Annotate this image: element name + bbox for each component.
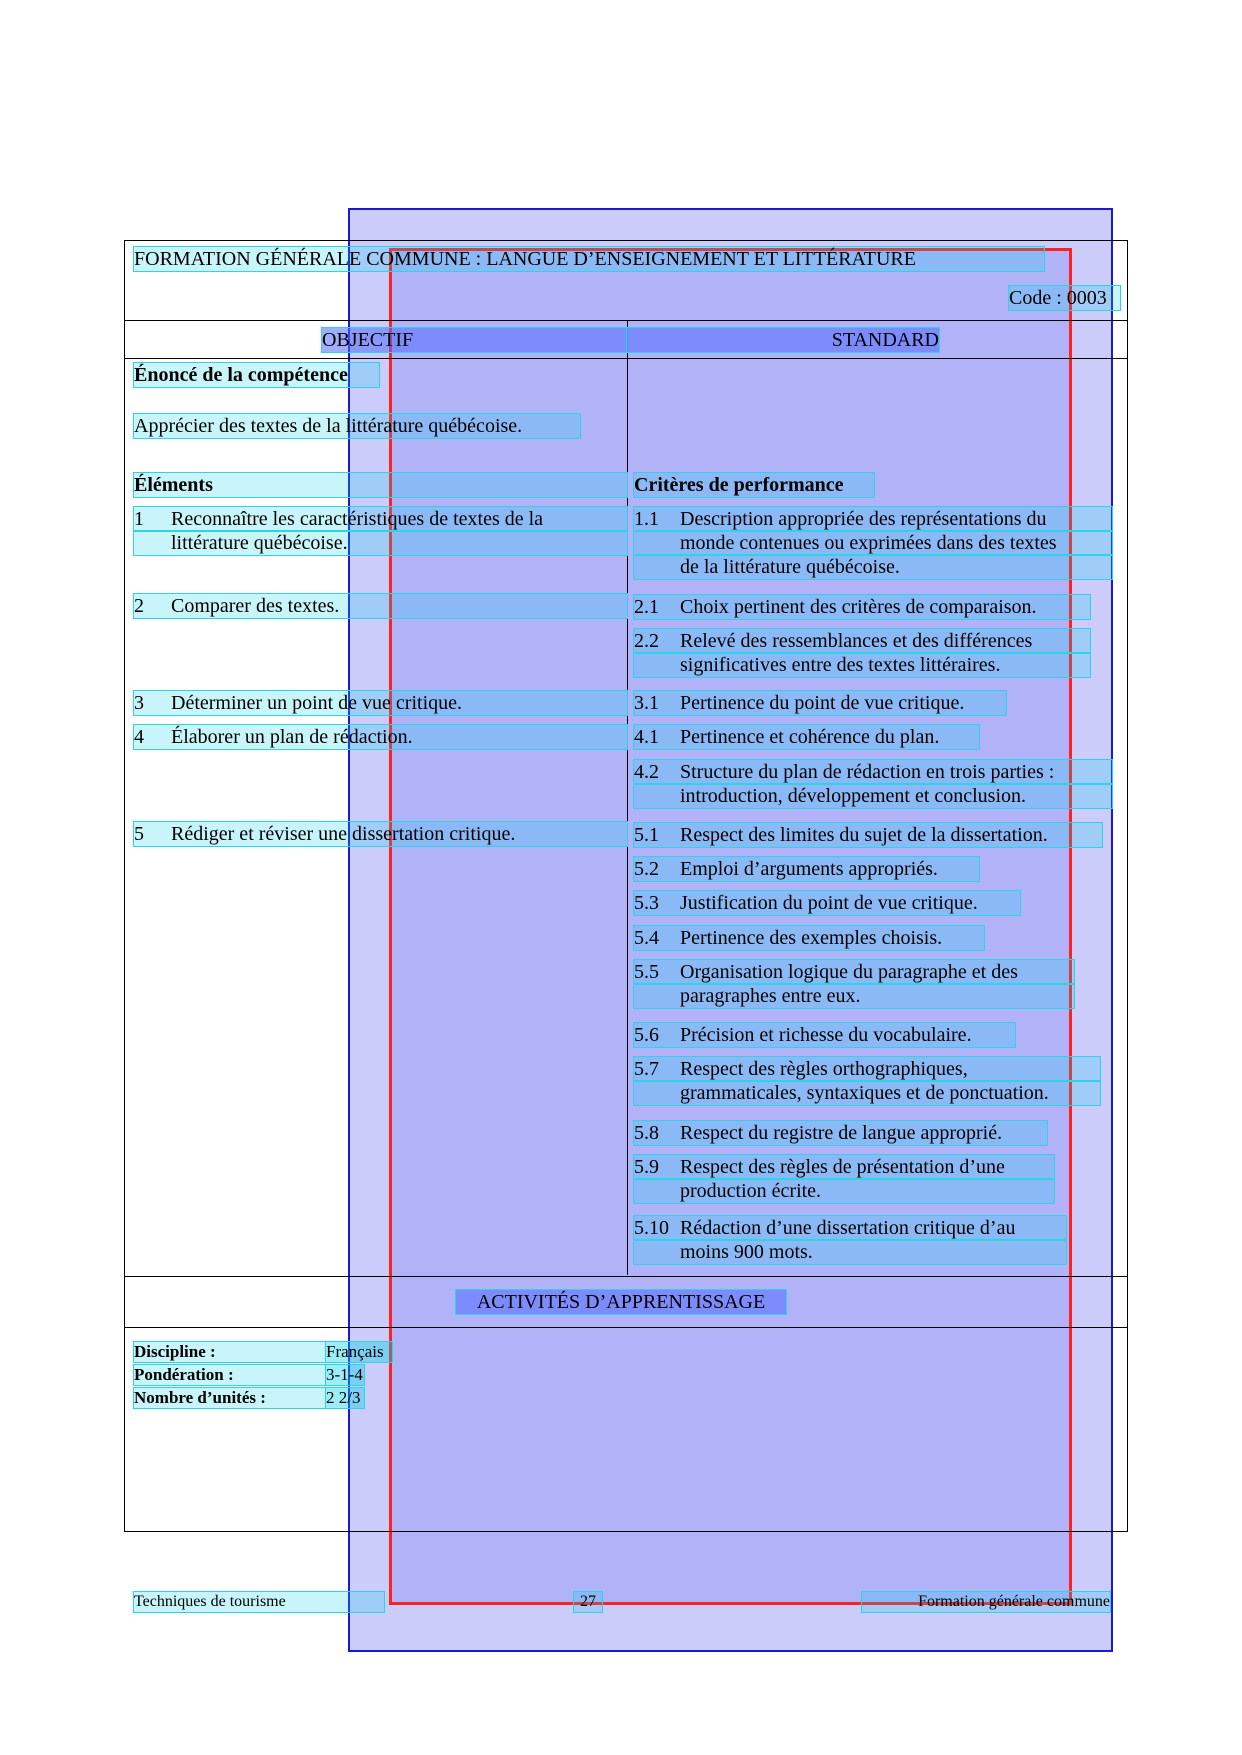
criterion-text: Choix pertinent des critères de comparaison. <box>680 596 1037 618</box>
element-text: Comparer des textes. <box>171 595 340 617</box>
element-text: Élaborer un plan de rédaction. <box>171 726 413 748</box>
objective-column-header: OBJECTIF <box>322 328 627 352</box>
ponderation-value: 3-1-4 <box>326 1365 363 1384</box>
criterion-text-cont: grammaticales, syntaxiques et de ponctuation. <box>680 1082 1049 1104</box>
criterion-number: 5.9 <box>634 1156 659 1178</box>
element-text: Reconnaître les caractéristiques de textes de la <box>171 508 544 530</box>
criterion-text: Rédaction d’une dissertation critique d’au <box>680 1217 1016 1239</box>
criterion-number: 5.3 <box>634 892 659 914</box>
criterion-item <box>634 823 1102 847</box>
header-divider <box>124 320 1128 321</box>
unites-label: Nombre d’unités : <box>134 1388 364 1408</box>
criterion-text: Relevé des ressemblances et des différences <box>680 630 1033 652</box>
criterion-item <box>634 725 979 749</box>
criterion-number: 3.1 <box>634 692 659 714</box>
criterion-item <box>634 1216 1066 1264</box>
criterion-text: Organisation logique du paragraphe et des <box>680 961 1018 983</box>
criterion-item <box>634 691 1006 715</box>
criterion-number: 5.2 <box>634 858 659 880</box>
document-title: FORMATION GÉNÉRALE COMMUNE : LANGUE D’ENSEIGNEMENT ET LITTÉRATURE <box>134 247 1044 271</box>
element-text-cont: littérature québécoise. <box>171 532 348 554</box>
criterion-text-cont: production écrite. <box>680 1180 822 1202</box>
criterion-text-cont: paragraphes entre eux. <box>680 985 861 1007</box>
competence-heading: Énoncé de la compétence <box>134 363 379 387</box>
criterion-text: Justification du point de vue critique. <box>680 892 978 914</box>
element-number: 4 <box>134 726 144 748</box>
ponderation-label: Pondération : <box>134 1365 364 1385</box>
criterion-number: 2.2 <box>634 630 659 652</box>
element-text: Déterminer un point de vue critique. <box>171 692 463 714</box>
element-item <box>134 725 627 749</box>
element-number: 3 <box>134 692 144 714</box>
criterion-item <box>634 926 984 950</box>
criterion-text-cont: significatives entre des textes littéraires. <box>680 654 1001 676</box>
table-border-bottom <box>124 1531 1128 1532</box>
criterion-text: Respect des règles orthographiques, <box>680 1058 968 1080</box>
criterion-number: 5.1 <box>634 824 659 846</box>
criterion-number: 5.4 <box>634 927 659 949</box>
table-border-right <box>1127 240 1128 1532</box>
footer-program: Techniques de tourisme <box>134 1592 384 1612</box>
criterion-text: Description appropriée des représentations du <box>680 508 1047 530</box>
element-item <box>134 507 627 555</box>
criterion-text-cont: monde contenues ou exprimées dans des textes <box>680 532 1057 554</box>
element-item <box>134 691 627 715</box>
criterion-number: 5.7 <box>634 1058 659 1080</box>
element-number: 1 <box>134 508 144 530</box>
criterion-item <box>634 1155 1054 1203</box>
criterion-text: Structure du plan de rédaction en trois parties : <box>680 761 1055 783</box>
criterion-text: Emploi d’arguments appropriés. <box>680 858 938 880</box>
footer-section: Formation générale commune <box>862 1592 1110 1612</box>
criterion-text-cont: de la littérature québécoise. <box>680 556 900 578</box>
element-text: Rédiger et réviser une dissertation critique. <box>171 823 516 845</box>
criterion-item <box>634 857 979 881</box>
criterion-text: Respect du registre de langue approprié. <box>680 1122 1003 1144</box>
criterion-item <box>634 960 1074 1008</box>
criterion-number: 4.1 <box>634 726 659 748</box>
criterion-item <box>634 507 1112 579</box>
criterion-item <box>634 629 1090 677</box>
element-item <box>134 594 627 618</box>
criterion-item <box>634 1023 1015 1047</box>
competence-text: Apprécier des textes de la littérature québécoise. <box>134 414 580 438</box>
criteria-heading: Critères de performance <box>634 473 874 497</box>
criterion-text: Précision et richesse du vocabulaire. <box>680 1024 972 1046</box>
table-border-left <box>124 240 125 1532</box>
criterion-number: 4.2 <box>634 761 659 783</box>
criterion-number: 5.8 <box>634 1122 659 1144</box>
criterion-text: Respect des limites du sujet de la dissertation. <box>680 824 1048 846</box>
criterion-number: 1.1 <box>634 508 659 530</box>
criterion-item <box>634 1121 1047 1145</box>
table-border-top <box>124 240 1128 241</box>
activities-title: ACTIVITÉS D’APPRENTISSAGE <box>456 1290 786 1314</box>
criterion-item <box>634 1057 1100 1105</box>
elements-heading: Éléments <box>134 473 627 497</box>
criterion-number: 5.5 <box>634 961 659 983</box>
criterion-text-cont: moins 900 mots. <box>680 1241 813 1263</box>
element-item <box>134 822 627 846</box>
footer-page-number: 27 <box>574 1592 602 1612</box>
element-number: 2 <box>134 595 144 617</box>
criterion-text: Pertinence du point de vue critique. <box>680 692 965 714</box>
discipline-value: Français <box>326 1342 392 1362</box>
criterion-number: 2.1 <box>634 596 659 618</box>
criterion-item <box>634 891 1020 915</box>
activities-top-divider <box>124 1276 1128 1277</box>
criterion-item <box>634 760 1112 808</box>
columns-divider <box>124 358 1128 359</box>
criterion-text: Pertinence des exemples choisis. <box>680 927 943 949</box>
criterion-text-cont: introduction, développement et conclusion. <box>680 785 1027 807</box>
discipline-label: Discipline : <box>134 1342 392 1362</box>
element-number: 5 <box>134 823 144 845</box>
criterion-number: 5.10 <box>634 1217 669 1239</box>
criterion-text: Respect des règles de présentation d’une <box>680 1156 1005 1178</box>
criterion-item <box>634 595 1090 619</box>
activities-bottom-divider <box>124 1327 1128 1328</box>
course-code: Code : 0003 <box>1009 286 1120 310</box>
criterion-number: 5.6 <box>634 1024 659 1046</box>
column-separator <box>627 320 628 1275</box>
unites-value: 2 2/3 <box>326 1388 364 1408</box>
criterion-text: Pertinence et cohérence du plan. <box>680 726 940 748</box>
standard-column-header: STANDARD <box>627 328 939 352</box>
